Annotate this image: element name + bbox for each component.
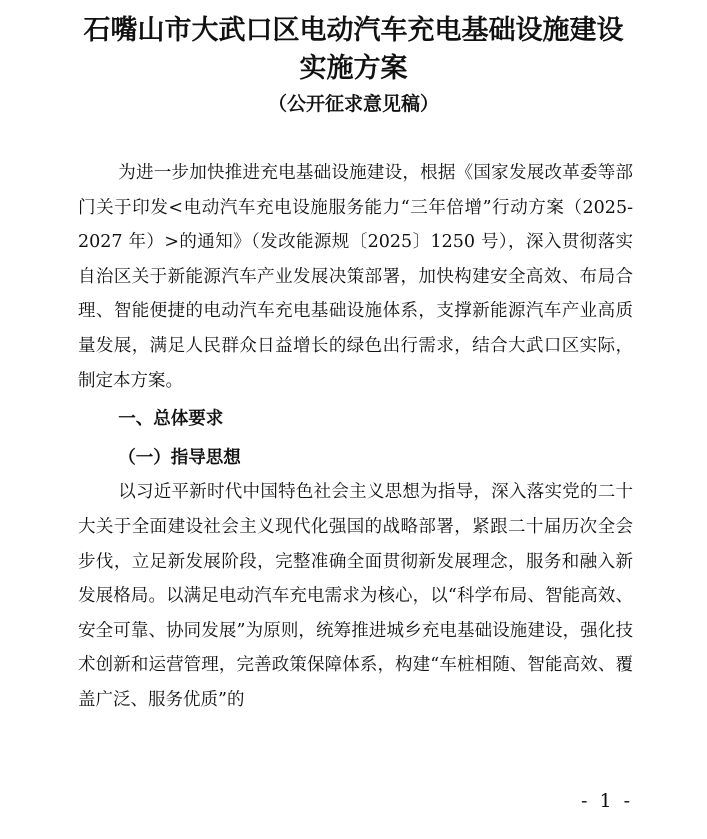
- intro-paragraph: 为进一步加快推进充电基础设施建设，根据《国家发展改革委等部门关于印发<电动汽车充电设施服务能力“三年倍增”行动方案（2025-2027 年）>的通知》（发改能源规〔2025〕1250 号），深入贯彻落实自治区关于新能源汽车产业发展决策部署，加快构建安全高效、布局合理、智能便捷的电动汽车充电基础设施体系，支撑新能源汽车产业高质量发展，满足人民群众日益增长的绿色出行需求，结合大武口区实际，制定本方案。: [78, 163, 633, 391]
- section-heading-general-requirements: 一、总体要求: [118, 409, 224, 430]
- subsection-heading-guiding-ideology: （一）指导思想: [118, 447, 241, 468]
- document-title-line2: 实施方案: [299, 53, 408, 84]
- document-title-line1: 石嘴山市大武口区电动汽车充电基础设施建设: [83, 15, 624, 46]
- document-subtitle: （公开征求意见稿）: [267, 93, 439, 115]
- document-body: [78, 156, 633, 718]
- page-number: - 1 -: [580, 790, 633, 812]
- guiding-ideology-paragraph: 以习近平新时代中国特色社会主义思想为指导，深入落实党的二十大关于全面建设社会主义现代化强国的战略部署，紧跟二十届历次全会步伐，立足新发展阶段，完整准确全面贯彻新发展理念，服务和融入新发展格局。以满足电动汽车充电需求为核心，以“科学布局、智能高效、安全可靠、协同发展”为原则，统筹推进城乡充电基础设施建设，强化技术创新和运营管理，完善政策保障体系，构建“车桩相随、智能高效、覆盖广泛、服务优质”的: [78, 482, 633, 710]
